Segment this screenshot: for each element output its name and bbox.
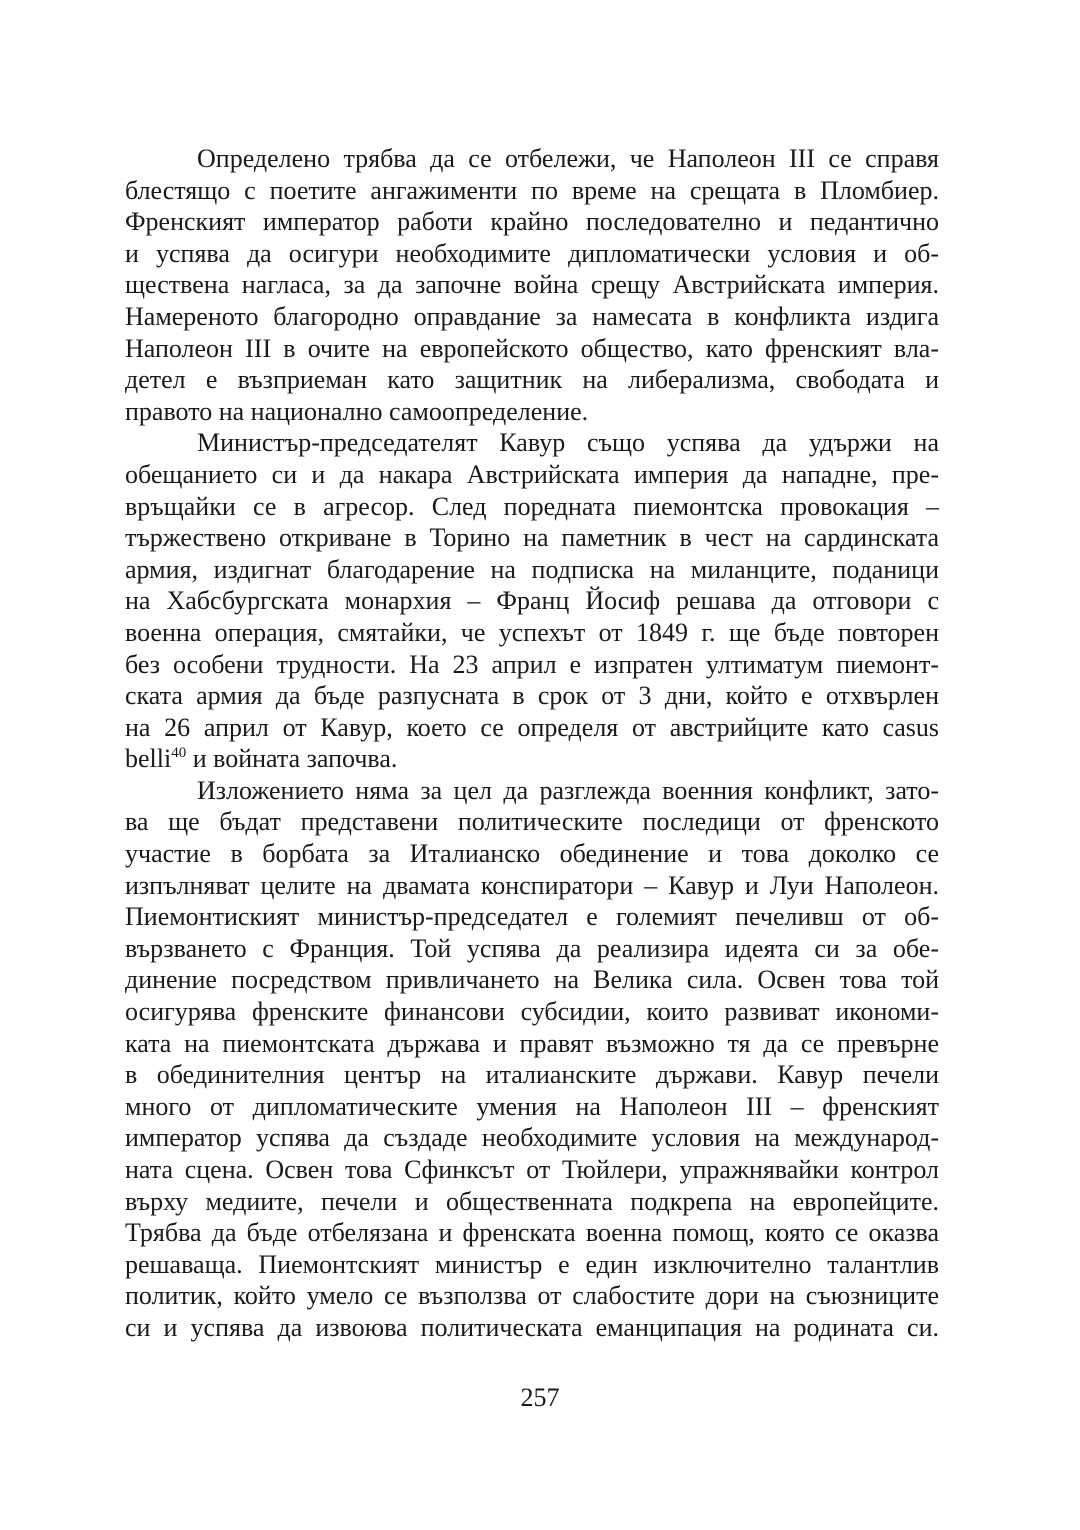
text-line: Френският император работи крайно последователно и педантично [125, 207, 939, 237]
text-line: Намереното благородно оправдание за намесата в конфликта издига [125, 301, 939, 331]
text-line: участие в борбата за Италианско обединение и това доколко се [125, 839, 939, 869]
text-line: динение посредством привличането на Велика сила. Освен това той [125, 965, 939, 995]
text-line: ската армия да бъде разпусната в срок от 3 дни, който е отхвърлен [125, 681, 939, 711]
text-line: император успява да създаде необходимите условия на международ- [125, 1123, 939, 1153]
text-line: ществена нагласа, за да започне война срещу Австрийската империя. [125, 270, 939, 300]
text-line: Министър-председателят Кавур също успява да удържи на [197, 428, 939, 458]
paragraph-3 [125, 775, 939, 1344]
text-line: много от дипломатическите умения на Наполеон III – френският [125, 1091, 939, 1121]
text-line: без особени трудности. На 23 април е изпратен ултиматум пиемонт- [125, 649, 939, 679]
text-line: блестящо с поетите ангажименти по време на срещата в Пломбиер. [125, 175, 939, 205]
closing-text-after-note: и войната започва. [186, 744, 398, 774]
text-line: военна операция, смятайки, че успехът от 1849 г. ще бъде повторен [125, 617, 939, 647]
text-line: тържествено откриване в Торино на паметник в чест на сардинската [125, 523, 939, 553]
text-line: Наполеон III в очите на европейското общество, като френският вла- [125, 333, 939, 363]
text-line: обещанието си и да накара Австрийската империя да нападне, пре- [125, 459, 939, 489]
text-line: решаваща. Пиемонтският министър е един изключително талантлив [125, 1249, 939, 1279]
text-line: на 26 април от Кавур, което се определя от австрийците като casus [125, 712, 939, 742]
text-line: детел е възприеман като защитник на либерализма, свободата и [125, 365, 939, 395]
text-line: на Хабсбургската монархия – Франц Йосиф решава да отговори с [125, 586, 939, 616]
text-line: Определено трябва да се отбележи, че Наполеон III се справя [197, 144, 939, 173]
text-line: осигурява френските финансови субсидии, които развиват икономи- [125, 997, 939, 1027]
paragraph-2 [125, 427, 939, 775]
text-line: армия, издигнат благодарение на подписка на миланците, поданици [125, 554, 939, 584]
text-line: правото на национално самоопределение. [125, 396, 589, 426]
text-line: връщайки се в агресор. След поредната пиемонтска провокация – [125, 491, 939, 521]
text-line: и успява да осигури необходимите дипломатически условия и об- [125, 238, 939, 268]
footnote-marker[interactable]: 40 [171, 745, 187, 762]
text-line: ката на пиемонтската държава и правят възможно тя да се превърне [125, 1028, 939, 1058]
text-line: вързването с Франция. Той успява да реализира идеята си за обе- [125, 933, 939, 963]
page-number: 257 [520, 1383, 560, 1412]
text-line: ва ще бъдат представени политическите последици от френското [125, 807, 939, 837]
text-line: си и успява да извоюва политическата еманципация на родината си. [125, 1312, 939, 1342]
text-line: Изложението няма за цел да разглежда военния конфликт, зато- [197, 775, 939, 805]
text-line: Пиемонтиският министър-председател е големият печеливш от об- [125, 902, 939, 932]
paragraph-1 [125, 143, 939, 427]
text-line: Трябва да бъде отбелязана и френската военна помощ, която се оказва [125, 1218, 939, 1248]
closing-text-before-note: belli [125, 744, 172, 774]
text-line: изпълняват целите на двамата конспиратори – Кавур и Луи Наполеон. [125, 870, 939, 900]
text-line: върху медиите, печели и общественната подкрепа на европейците. [125, 1186, 939, 1216]
text-line-with-footnote [125, 743, 939, 775]
text-line: политик, който умело се възползва от слабостите дори на съюзниците [125, 1281, 939, 1311]
text-line: ната сцена. Освен това Сфинксът от Тюйлери, упражнявайки контрол [125, 1155, 939, 1184]
text-line: в обединителния център на италианските държави. Кавур печели [125, 1060, 939, 1090]
body-text [125, 143, 939, 1344]
